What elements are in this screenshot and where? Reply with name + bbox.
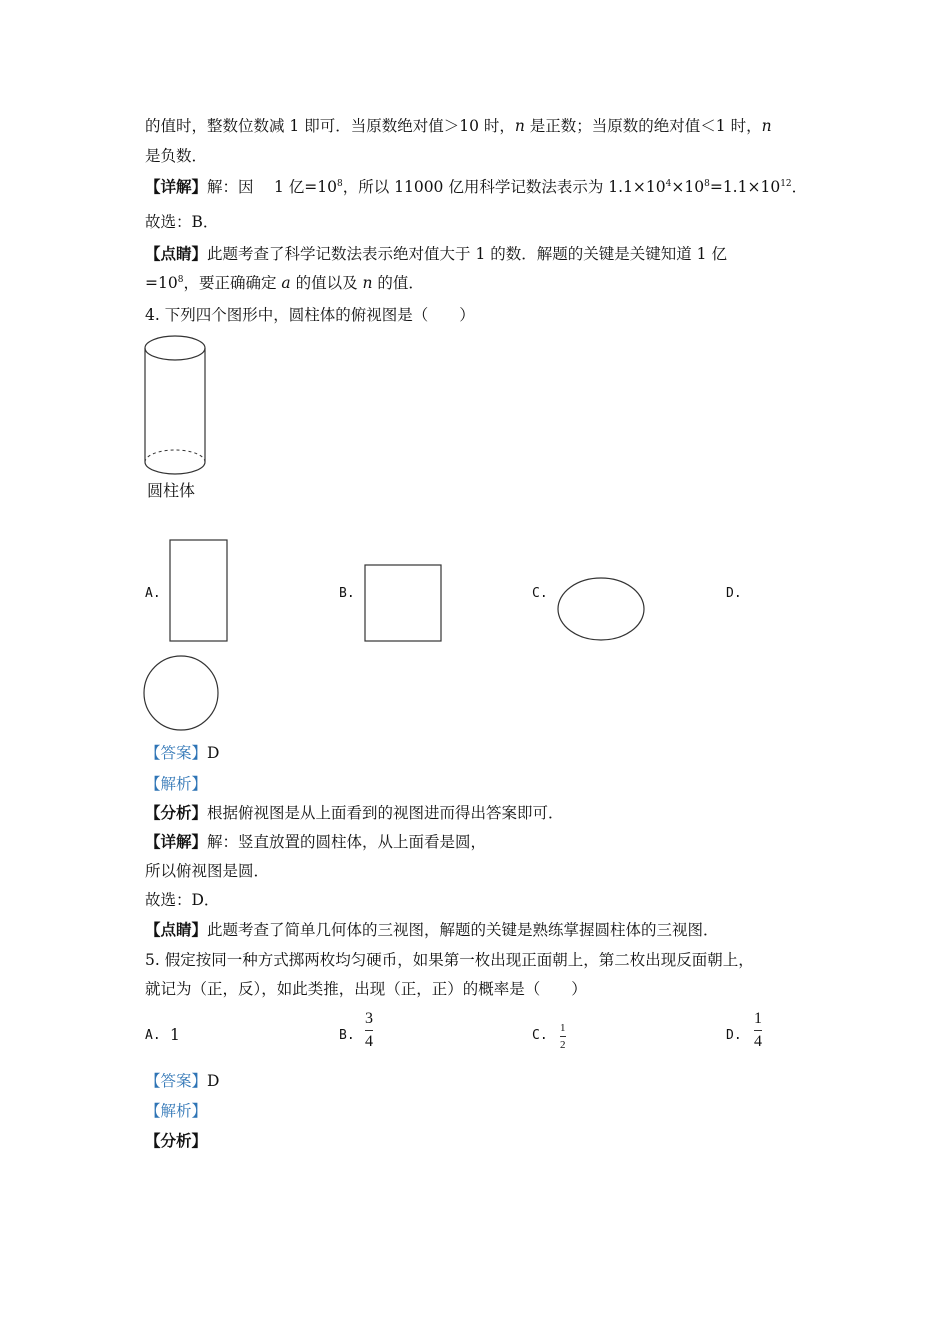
text: ×10: [671, 178, 705, 196]
text: 解：竖直放置的圆柱体，从上面看是圆，: [207, 833, 487, 851]
q4-answer: [145, 743, 219, 763]
text: 解：因 1 亿=10: [207, 178, 337, 196]
choice-line: 故选：B．: [145, 213, 219, 231]
note-tag: 【点睛】: [145, 244, 208, 263]
q5-c-fraction: [560, 1022, 566, 1051]
q5-option-c[interactable]: C.: [532, 1028, 548, 1043]
exp: 8: [704, 179, 710, 189]
q5-option-a[interactable]: A.: [145, 1028, 161, 1043]
text: =1.1×10: [709, 178, 781, 196]
detail-tag: 【详解】: [145, 177, 208, 196]
q4-detail: [145, 832, 486, 852]
q4-detail-2: 所以俯视图是圆．: [145, 862, 270, 880]
cylinder-figure: [143, 335, 213, 475]
answer-tag: 【答案】: [145, 1072, 208, 1090]
answer-value: D: [207, 1072, 220, 1090]
var-a: a: [281, 274, 291, 292]
text: 的值以及: [290, 274, 363, 292]
numerator: 3: [365, 1010, 373, 1027]
note-line: [145, 244, 727, 264]
text: 此题考查了科学记数法表示绝对值大于 1 的数．解题的关键是关键知道 1 亿: [207, 245, 727, 263]
q5-fenxi-tag: 【分析】: [145, 1131, 208, 1150]
answer-tag: 【答案】: [145, 744, 208, 762]
text: ．: [791, 178, 808, 196]
text: ，所以 11000 亿用科学记数法表示为 1.1×10: [342, 178, 666, 196]
exp: 12: [780, 179, 792, 189]
denominator: 4: [754, 1033, 762, 1050]
cylinder-label: 圆柱体: [147, 481, 196, 500]
denominator: 2: [560, 1039, 566, 1051]
q5-option-b[interactable]: B.: [339, 1028, 355, 1043]
fenxi-tag: 【分析】: [145, 803, 208, 822]
var-n: n: [761, 117, 772, 135]
q5-a-value: 1: [170, 1026, 180, 1044]
text: 此题考查了简单几何体的三视图，解题的关键是熟练掌握圆柱体的三视图．: [207, 921, 719, 939]
text-line-1: [145, 116, 772, 136]
fraction-bar: [560, 1036, 566, 1037]
exp: 4: [665, 179, 672, 189]
exp: 8: [336, 179, 343, 189]
var-n: n: [362, 274, 373, 292]
q5-answer: [145, 1071, 219, 1091]
numerator: 1: [560, 1022, 566, 1034]
ellipse-shape: [557, 577, 647, 643]
detail-line: [145, 177, 807, 197]
q4-choice: 故选：D．: [145, 891, 220, 909]
text: 的值．: [372, 274, 424, 292]
rectangle-shape: [169, 539, 229, 644]
square-shape: [364, 564, 444, 644]
detail-tag: 【详解】: [145, 832, 208, 851]
text-line-2: 是负数．: [145, 147, 208, 165]
text: ，要正确确定: [183, 274, 282, 292]
q5-stem-1: 5. 假定按同一种方式掷两枚均匀硬币，如果第一枚出现正面朝上，第二枚出现反面朝上，: [145, 951, 754, 969]
note-tag: 【点睛】: [145, 920, 208, 939]
q5-analysis-tag: 【解析】: [145, 1102, 208, 1120]
fraction-bar: [365, 1030, 373, 1031]
q5-option-d[interactable]: D.: [726, 1028, 742, 1043]
exp: 8: [177, 275, 184, 285]
text: =10: [145, 274, 178, 292]
q4-option-c[interactable]: C.: [532, 586, 548, 601]
circle-shape: [143, 655, 221, 733]
var-n: n: [514, 117, 525, 135]
numerator: 1: [754, 1010, 762, 1027]
text: 根据俯视图是从上面看到的视图进而得出答案即可．: [207, 804, 564, 822]
q5-stem-2: 就记为（正，反），如此类推，出现（正，正）的概率是（ ）: [145, 980, 587, 998]
q4-option-d[interactable]: D.: [726, 586, 742, 601]
denominator: 4: [365, 1033, 373, 1050]
q4-note: [145, 920, 719, 940]
fraction-bar: [754, 1030, 762, 1031]
q4-stem: 4. 下列四个图形中，圆柱体的俯视图是（ ）: [145, 306, 475, 324]
q4-option-b[interactable]: B.: [339, 586, 355, 601]
answer-value: D: [207, 744, 220, 762]
q5-d-fraction: [754, 1010, 762, 1051]
q4-fenxi: [145, 803, 564, 823]
q4-analysis-tag: 【解析】: [145, 775, 208, 793]
q4-option-a[interactable]: A.: [145, 586, 161, 601]
text: 是正数；当原数的绝对值＜1 时，: [524, 117, 762, 135]
q5-b-fraction: [365, 1010, 373, 1051]
text: 的值时，整数位数减 1 即可．当原数绝对值＞10 时，: [145, 117, 515, 135]
note-line-2: [145, 273, 424, 293]
